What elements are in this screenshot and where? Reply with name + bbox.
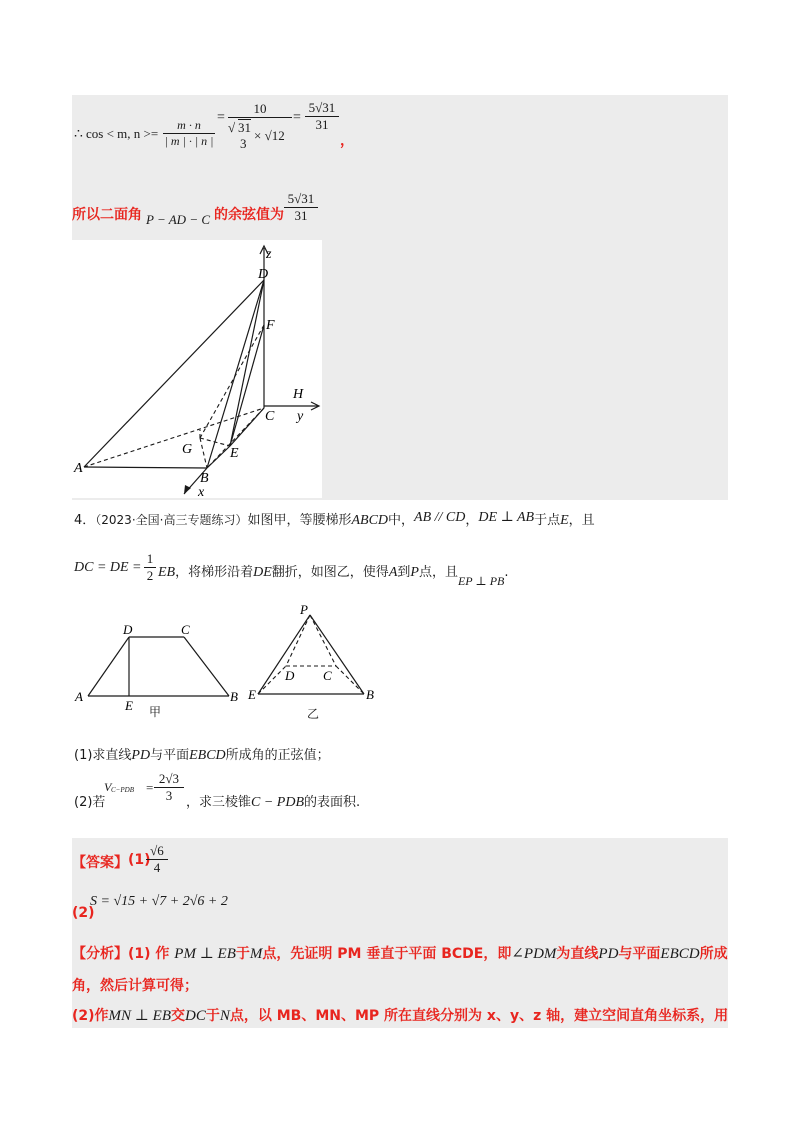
pyr-label-D: D	[285, 668, 295, 683]
figure-pyramid	[244, 603, 384, 725]
answer-2-expression: S = √15 + √7 + 2√6 + 2	[90, 894, 228, 909]
problem-source: （2023·全国·高三专题练习）	[95, 513, 248, 527]
figure-trapezoid	[74, 620, 244, 720]
conclusion-middle: 的余弦值为	[214, 207, 284, 223]
figure-3d-diagram	[72, 240, 322, 498]
label-B: B	[200, 471, 209, 486]
volume-eq: =	[146, 780, 154, 795]
question-1: (1)求直线PD与平面EBCD所成角的正弦值；	[74, 748, 330, 763]
trap-label-D: D	[123, 622, 133, 637]
answer-label: 【答案】	[72, 855, 128, 871]
volume-subscript: C−PDB	[111, 786, 134, 794]
label-D: D	[258, 267, 269, 282]
label-x: x	[198, 485, 205, 498]
label-A: A	[74, 461, 83, 476]
half-fraction: $\frac{1}{2}$	[144, 551, 156, 584]
label-C: C	[265, 409, 275, 424]
answer-part-2: (2)	[72, 905, 95, 921]
pyr-label-C: C	[323, 668, 332, 683]
answer-block	[72, 838, 728, 1028]
dihedral-angle: P − AD − C	[146, 212, 211, 227]
trap-label-C: C	[181, 622, 190, 637]
pyr-label-P: P	[300, 603, 308, 617]
answer-1-fraction: $\frac{√6}{4}$	[146, 843, 168, 876]
analysis-line-2: 角，然后计算可得；	[72, 978, 198, 994]
label-H: H	[293, 387, 304, 402]
pyr-label-B: B	[366, 687, 374, 702]
analysis-line-1: 【分析】(1) 作 PM ⊥ EB于M点，先证明 PM 垂直于平面 BCDE，即∠PDM为直线PD与平面EBCD所成	[72, 946, 728, 962]
equals-sign: =	[217, 110, 225, 125]
conclusion-prefix: 所以二面角	[72, 207, 142, 223]
equals-sign-2: =	[293, 110, 301, 125]
label-E: E	[230, 446, 239, 461]
volume-fraction: $\frac{2√3}{3}$	[154, 771, 184, 804]
dc-de-equation: DC = DE =	[74, 560, 142, 575]
trap-label-B: B	[230, 689, 238, 704]
ep-perp-pb: EP ⊥ PB	[457, 574, 505, 588]
red-comma: ，	[340, 133, 354, 149]
volume-v: V	[104, 780, 112, 794]
problem-number: 4．	[74, 513, 96, 528]
fraction-numeric: 10 √ 31 3 × √12	[228, 101, 292, 152]
problem-4-line-2: EB，将梯形沿着DE翻折，如图乙，使得A到P点，且EP ⊥ PB.	[158, 565, 509, 588]
trap-label-E: E	[125, 698, 133, 713]
ab-parallel-cd: AB // CD	[414, 510, 466, 525]
caption-yi: 乙	[307, 707, 320, 721]
question-2-prefix: (2)若	[74, 795, 106, 810]
answer-part-1: (1)	[128, 852, 151, 868]
pyr-label-E: E	[248, 687, 256, 702]
label-z: z	[266, 247, 272, 262]
caption-jia: 甲	[149, 705, 162, 719]
fraction-dot-over-norms: $\frac{m \cdot n}{| m | \cdot | n |}$	[164, 118, 214, 148]
problem-4-line-1: 4．（2023·全国·高三专题练习）如图甲，等腰梯形ABCD中，AB // CD，DE ⊥ AB于点E，且	[74, 510, 595, 528]
cos-expression: cos < m, n >=	[86, 126, 159, 141]
conclusion-fraction: $\frac{5√31}{31}$	[284, 191, 318, 224]
analysis-line-3: (2)作MN ⊥ EB交DC于N点，以 MB、MN、MP 所在直线分别为 x、y、z 轴，建立空间直角坐标系，用	[72, 1008, 729, 1024]
cos-result-fraction: $\frac{5√31}{31}$	[305, 100, 339, 133]
de-perp-ab: DE ⊥ AB	[478, 510, 535, 525]
trap-label-A: A	[75, 689, 83, 704]
label-y: y	[297, 409, 304, 424]
question-2-rest: ，求三棱锥C − PDB的表面积.	[186, 795, 361, 810]
figure-3d-box	[72, 240, 322, 498]
label-G: G	[182, 442, 193, 457]
therefore-symbol: ∴	[74, 127, 83, 142]
label-F: F	[266, 318, 275, 333]
